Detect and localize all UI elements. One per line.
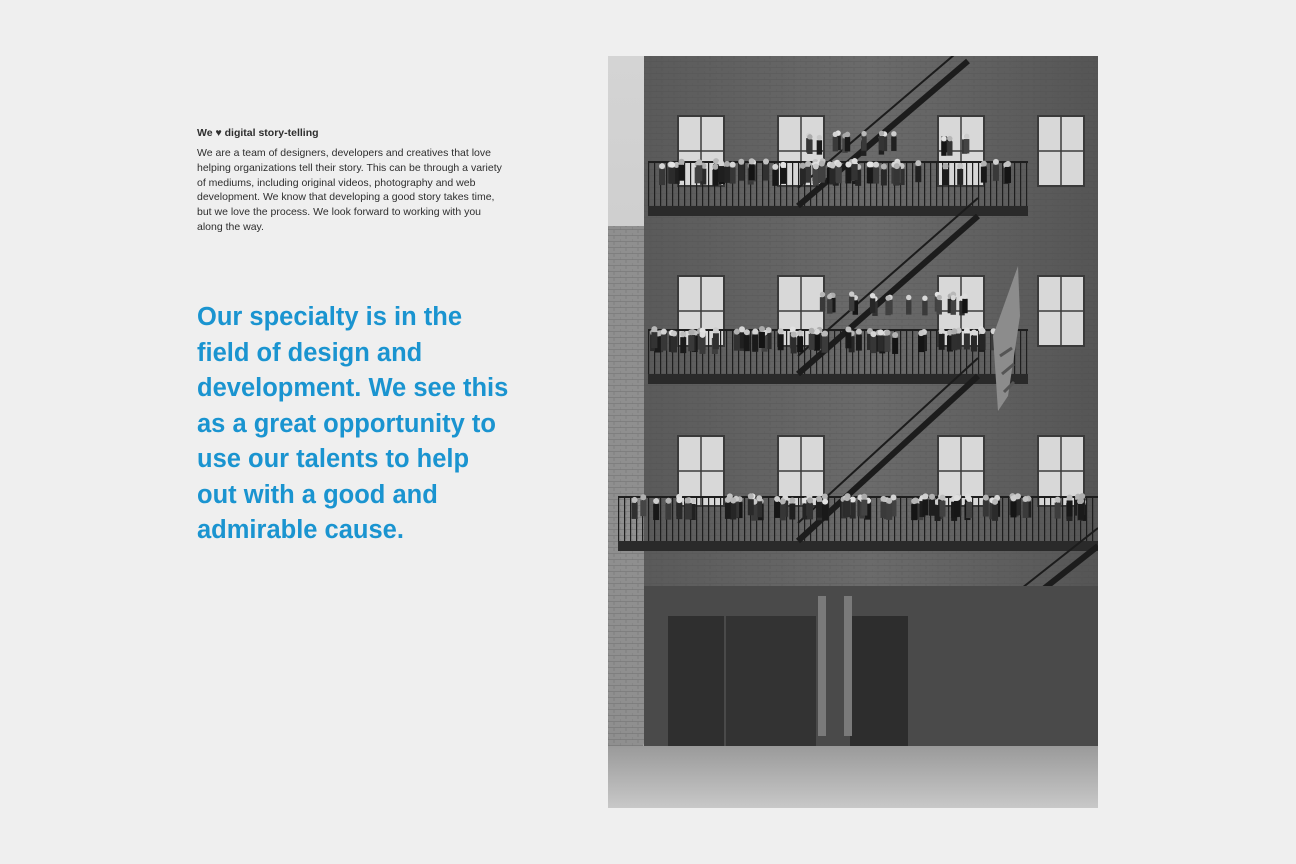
intro-heading: We ♥ digital story-telling [197, 127, 319, 139]
intro-section [197, 126, 503, 235]
fire-escape-photo-image [608, 56, 1098, 808]
intro-body: We are a team of designers, developers and creatives that love helping organizations tell their story. This can be through a variety of mediums, including original videos, photography and web development. We know that developing a good story takes time, but we love the process. We look forward to working with you along the way. [197, 147, 502, 233]
specialty-statement: Our specialty is in the field of design and development. We see this as a great opportunity to use our talents to help out with a good and admirable cause. [197, 303, 509, 544]
historic-building-photo [608, 56, 1098, 808]
